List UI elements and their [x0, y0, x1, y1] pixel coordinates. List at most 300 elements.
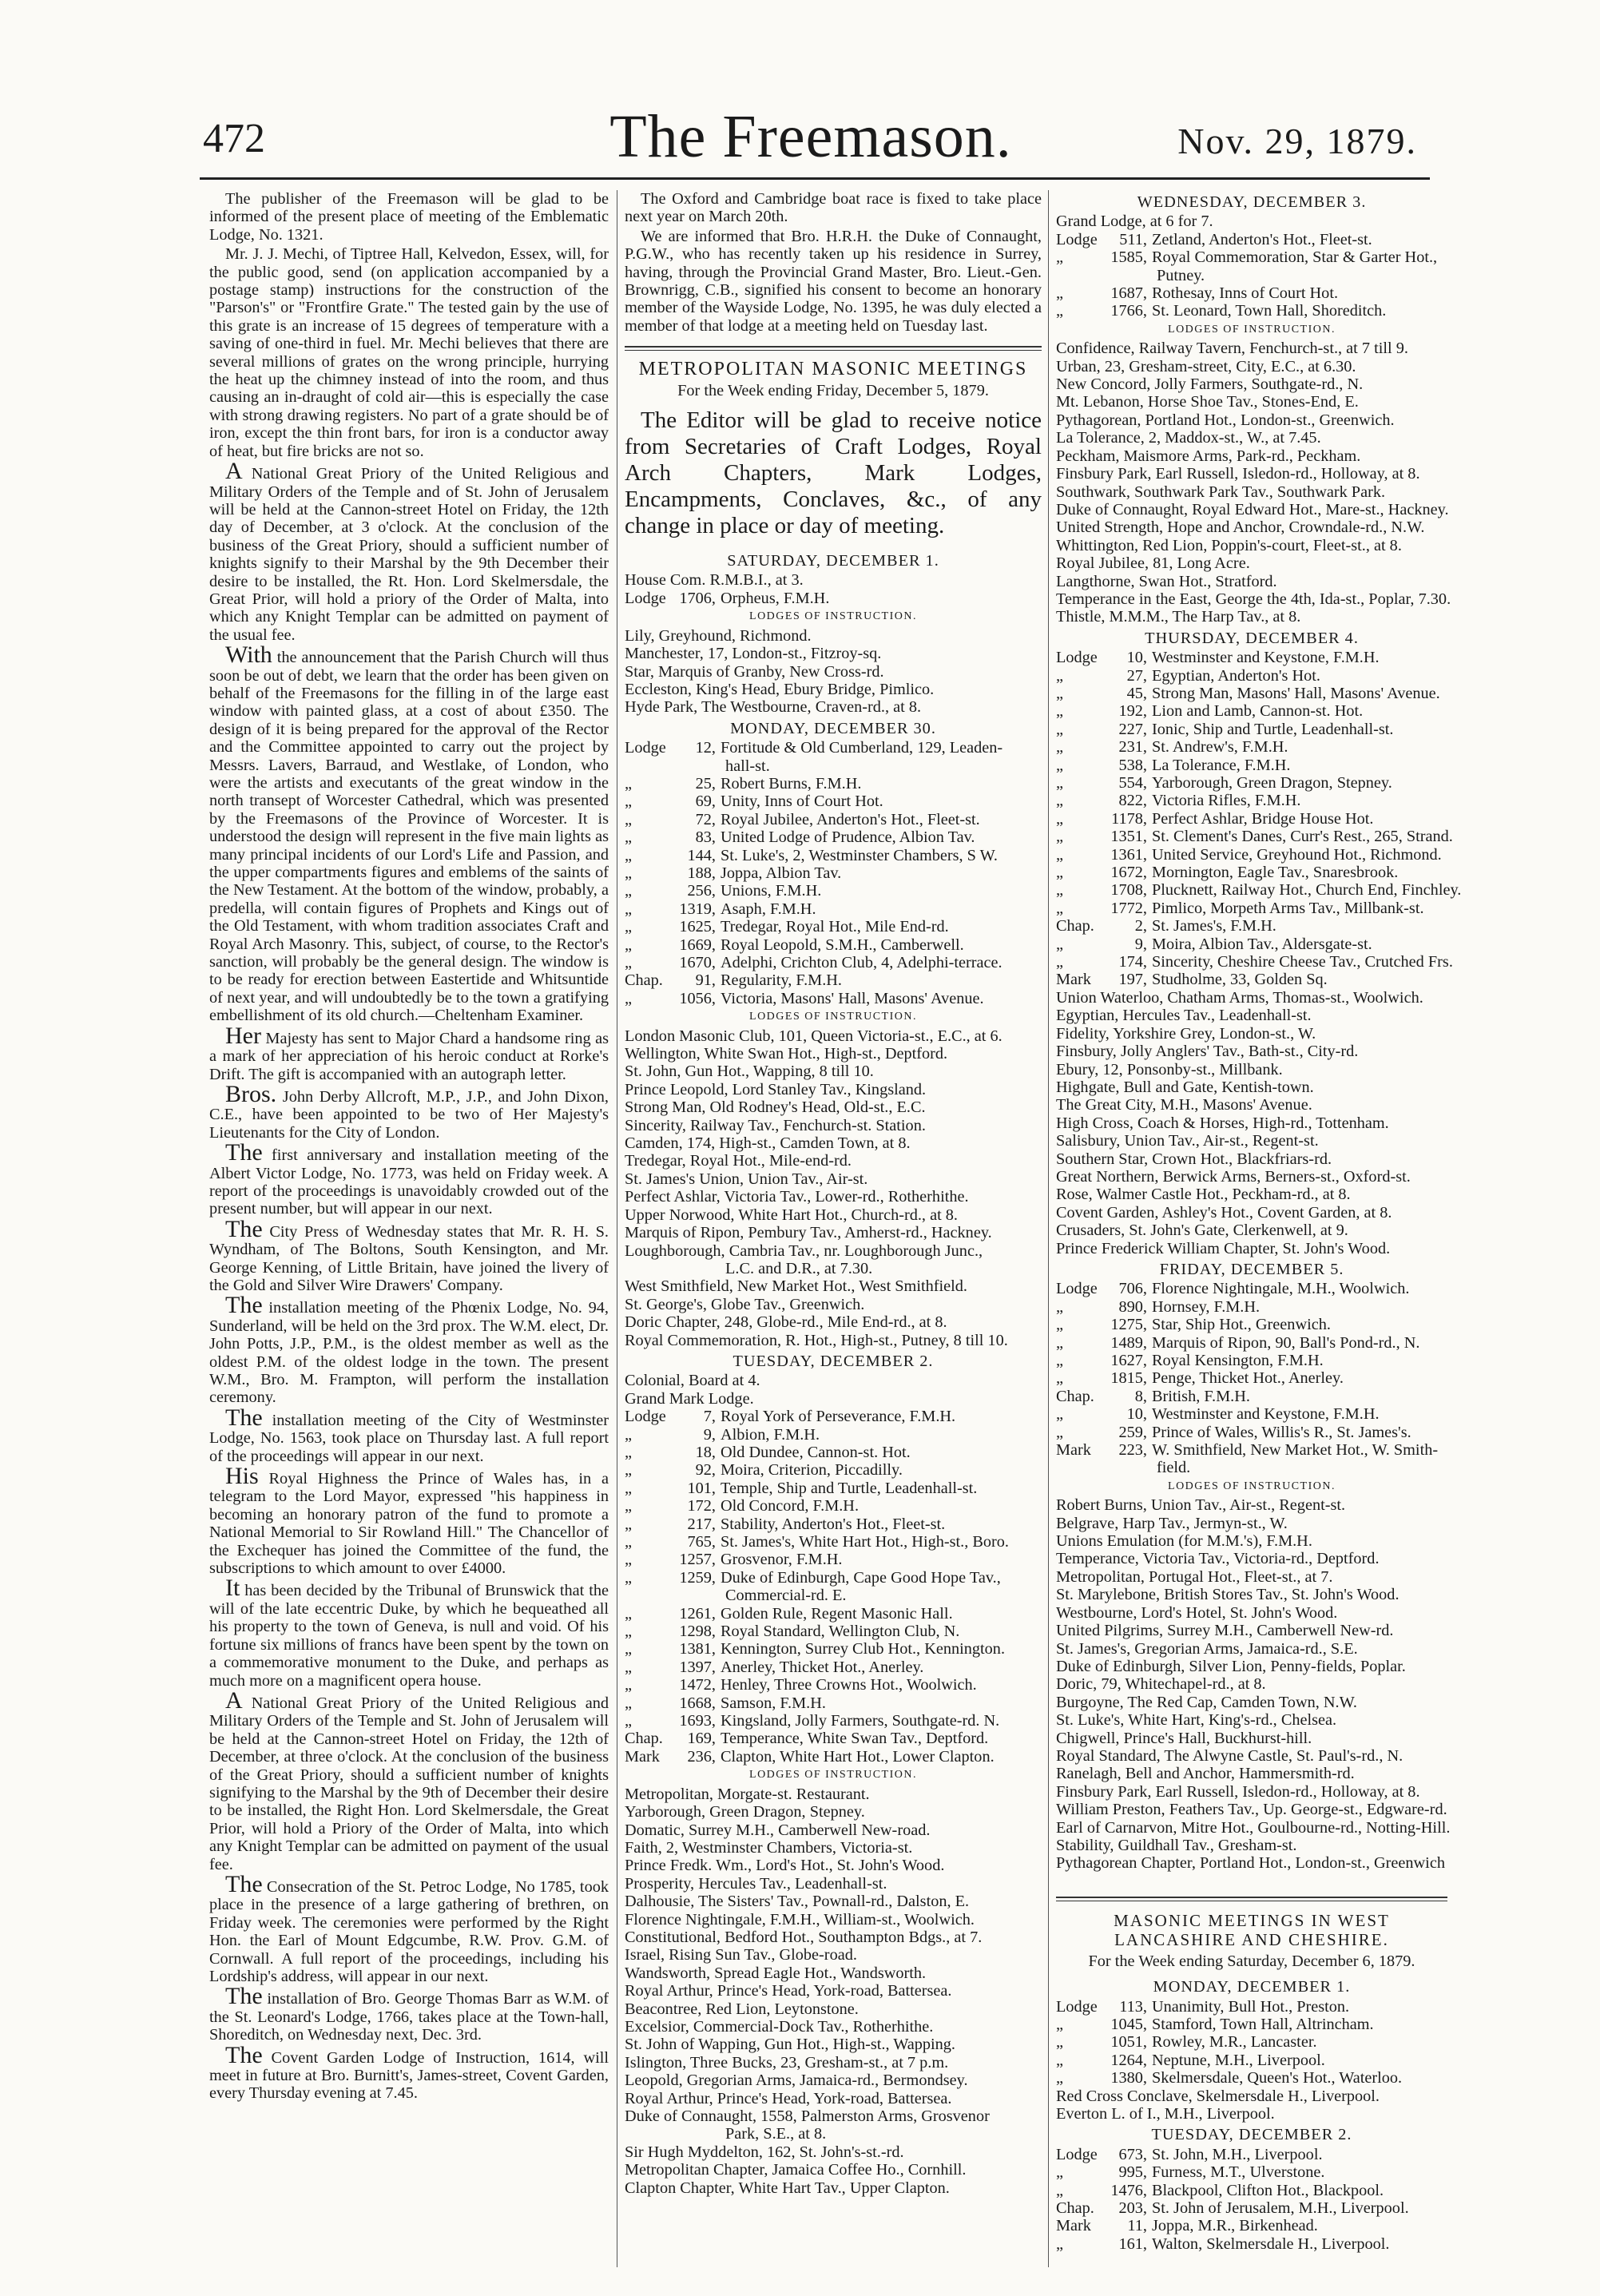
column-2-news — [625, 190, 1042, 335]
lodge-kind: „ — [625, 810, 633, 828]
lodge-entry — [625, 1748, 1042, 1766]
lodge-number: 169, — [687, 1730, 716, 1748]
lodge-details: Perfect Ashlar, Bridge House Hot. — [1152, 809, 1374, 828]
lodge-entry — [1056, 1424, 1447, 1441]
lodge-kind: Lodge — [1056, 649, 1098, 667]
lancs-subheading: For the Week ending Saturday, December 6, 1879. — [1088, 1952, 1415, 1970]
news-paragraph — [209, 1139, 609, 1218]
lodge-details: Westminster and Keystone, F.M.H. — [1152, 649, 1380, 667]
page-number: 472 — [203, 116, 265, 161]
lodge-entry — [1056, 2163, 1447, 2181]
meeting-entry: Stability, Guildhall Tav., Gresham-st. — [1056, 1836, 1297, 1854]
lodge-kind: „ — [625, 1533, 633, 1551]
lodge-entry — [625, 1497, 1042, 1515]
lodge-kind: „ — [1056, 684, 1064, 702]
lodge-kind: „ — [1056, 738, 1064, 757]
lodge-details: Moira, Criterion, Piccadilly. — [721, 1461, 903, 1480]
lodge-entry — [625, 864, 1042, 882]
lodge-details: Sincerity, Cheshire Cheese Tav., Crutched Frs. — [1152, 953, 1453, 971]
lodge-kind: „ — [625, 900, 633, 918]
meeting-entry: Metropolitan, Portugal Hot., Fleet-st., at 7. — [1056, 1567, 1333, 1586]
lodge-entry — [1056, 721, 1447, 738]
lodge-entry — [1056, 828, 1453, 846]
lodge-number: 995, — [1118, 2163, 1147, 2182]
meeting-entry: Prince Fredk. Wm., Lord's Hot., St. John's Wood. — [625, 1857, 945, 1875]
meeting-entry: Everton L. of I., M.H., Liverpool. — [1056, 2105, 1275, 2123]
lodge-number: 1766, — [1110, 302, 1147, 320]
meeting-entry: Florence Nightingale, F.M.H., William-st., Woolwich. — [625, 1910, 975, 1929]
lodge-number: 7, — [703, 1408, 716, 1426]
meeting-entry: Camden, 174, High-st., Camden Town, at 8. — [625, 1134, 911, 1153]
lodge-entry — [1056, 2199, 1447, 2217]
lodge-details: Studholme, 33, Golden Sq. — [1152, 971, 1328, 989]
meeting-entry-continued: Commercial-rd. E. — [725, 1587, 847, 1605]
lodge-number: 1257, — [679, 1551, 716, 1569]
paragraph-lead: The — [225, 1983, 263, 2010]
meeting-entry: Manchester, 17, London-st., Fitzroy-sq. — [625, 645, 882, 663]
lodge-details: Golden Rule, Regent Masonic Hall. — [721, 1604, 953, 1623]
lodge-number: 1381, — [679, 1640, 716, 1658]
issue-date: Nov. 29, 1879. — [1177, 121, 1417, 161]
day-heading: TUESDAY, DECEMBER 2. — [1151, 2126, 1352, 2144]
news-paragraph: We are informed that Bro. H.R.H. the Duke of Connaught, P.G.W., who has recently taken up his residence in Surrey, having, through the Provincial Grand Master, Bro. Lieut.-Gen. Brownrigg, C.B., signified his consent to become an honorary member of the Wayside Lodge, No. 1395, he was duly elected a member of that lodge at a meeting held on Tuesday last. — [625, 227, 1042, 335]
news-paragraph — [209, 1463, 609, 1578]
meeting-entry: West Smithfield, New Market Hot., West Smithfield. — [625, 1277, 967, 1296]
lodge-number: 1669, — [679, 935, 716, 954]
meeting-entry: Ranelagh, Bell and Anchor, Hammersmith-rd. — [1056, 1765, 1355, 1783]
lodge-entry — [625, 1623, 1042, 1640]
meeting-entry: Dalhousie, The Sisters' Tav., Pownall-rd., Dalston, E. — [625, 1893, 970, 1911]
lodge-details: La Tolerance, F.M.H. — [1152, 756, 1291, 774]
paragraph-text: National Great Priory of the United Religious and Military Orders of the Temple and St. John of Jerusalem will be held at the Cannon-street Hotel on Friday, the 12th of December, at three o'clock. At the conclusion of the business of the Great Priory, should a sufficient number of knights signifying to the Marshal by the 9th of December their desire to be installed, the Right Hon. Lord Skelmersdale, the Great Prior, will hold a Priory of the Order of Malta, into which any Knight Templar can be admitted on payment of the usual fee. — [209, 1694, 609, 1873]
lodge-kind: „ — [1056, 953, 1064, 971]
lodge-number: 12, — [695, 739, 716, 757]
meeting-entry: Grand Lodge, at 6 for 7. — [1056, 213, 1213, 231]
lodge-kind: „ — [1056, 2163, 1064, 2182]
meeting-entry: La Tolerance, 2, Maddox-st., W., at 7.45. — [1056, 429, 1321, 447]
lodge-number: 1056, — [679, 989, 716, 1007]
lodge-entry — [1056, 881, 1462, 900]
meeting-entry: Pythagorean Chapter, Portland Hot., London-st., Greenwich — [1056, 1854, 1445, 1873]
lodge-details: St. Leonard, Town Hall, Shoreditch. — [1152, 302, 1387, 320]
lodge-details: Zetland, Anderton's Hot., Fleet-st. — [1152, 230, 1372, 248]
paragraph-lead: The — [225, 2041, 263, 2068]
lodge-entry — [625, 882, 1042, 900]
lodge-details: Penge, Thicket Hot., Anerley. — [1152, 1369, 1344, 1388]
lodge-details: Albion, F.M.H. — [721, 1425, 820, 1444]
lodge-kind: „ — [625, 935, 633, 954]
lodge-number: 1380, — [1110, 2069, 1147, 2087]
lodge-entry — [1056, 1441, 1447, 1459]
lodge-details: Unity, Inns of Court Hot. — [721, 792, 883, 811]
lodge-entry — [625, 1461, 1042, 1479]
lodge-entry — [625, 900, 1042, 918]
lodge-number: 231, — [1118, 738, 1147, 757]
lodge-entry — [1056, 302, 1447, 320]
lodge-details: Old Dundee, Cannon-st. Hot. — [721, 1443, 911, 1461]
lodge-details: Walton, Skelmersdale H., Liverpool. — [1152, 2234, 1390, 2253]
lodge-entry — [1056, 685, 1447, 702]
metro-subheading: For the Week ending Friday, December 5, 1879. — [677, 381, 989, 399]
lodge-kind: „ — [625, 846, 633, 864]
lodge-number: 1625, — [679, 918, 716, 936]
lodge-details: Furness, M.T., Ulverstone. — [1152, 2163, 1325, 2182]
lodge-entry — [1056, 1316, 1447, 1333]
lodge-number: 161, — [1118, 2234, 1147, 2253]
lodge-details: Joppa, Albion Tav. — [721, 864, 842, 882]
lodge-details: Moira, Albion Tav., Aldersgate-st. — [1152, 935, 1372, 953]
meeting-entry: House Com. R.M.B.I., at 3. — [625, 571, 804, 590]
lodge-kind: „ — [1056, 828, 1064, 846]
lodge-entry — [1056, 2069, 1447, 2087]
lodge-entry — [625, 1515, 1042, 1533]
lodge-number: 554, — [1118, 774, 1147, 792]
lodge-number: 1351, — [1110, 828, 1147, 846]
day-heading: SATURDAY, DECEMBER 1. — [727, 552, 939, 570]
lodge-number: 83, — [695, 828, 716, 847]
lodge-number: 1261, — [679, 1604, 716, 1623]
meeting-entry: Prosperity, Hercules Tav., Leadenhall-st. — [625, 1874, 887, 1893]
lodge-details: St. James's, F.M.H. — [1152, 917, 1276, 935]
lodge-number: 1672, — [1110, 864, 1147, 882]
lodge-number: 45, — [1126, 684, 1147, 702]
lodge-kind: „ — [1056, 1297, 1064, 1316]
lodge-kind: „ — [625, 1604, 633, 1623]
meeting-entry: Royal Arthur, Prince's Head, York-road, Battersea. — [625, 2089, 952, 2107]
meeting-entry: Egyptian, Hercules Tav., Leadenhall-st. — [1056, 1007, 1312, 1025]
lodge-entry — [625, 954, 1042, 971]
meetings-list — [1056, 1978, 1447, 2253]
lodge-details: Yarborough, Green Dragon, Stepney. — [1152, 774, 1392, 792]
lodge-entry — [1056, 2182, 1447, 2199]
lodge-entry — [625, 1694, 1042, 1712]
news-paragraph — [209, 190, 609, 244]
meeting-entry: Highgate, Bull and Gate, Kentish-town. — [1056, 1078, 1314, 1096]
lodge-number: 1051, — [1110, 2033, 1147, 2052]
lodge-number: 25, — [695, 774, 716, 792]
paragraph-lead: It — [225, 1575, 240, 1602]
lodge-kind: „ — [625, 1676, 633, 1694]
lodge-kind: „ — [1056, 302, 1064, 320]
lodge-number: 511, — [1119, 230, 1147, 248]
lancs-heading: MASONIC MEETINGS IN WEST LANCASHIRE AND CHESHIRE. — [1114, 1910, 1390, 1949]
lodge-entry — [625, 1676, 1042, 1694]
lodge-details: St. Luke's, 2, Westminster Chambers, S W. — [721, 846, 998, 864]
meeting-entry: Southern Star, Crown Hot., Blackfriars-rd. — [1056, 1150, 1332, 1168]
meeting-entry: Finsbury Park, Earl Russell, Isledon-rd., Holloway, at 8. — [1056, 465, 1420, 483]
lodge-details: United Lodge of Prudence, Albion Tav. — [721, 828, 975, 847]
instruction-heading: LODGES OF INSTRUCTION. — [1168, 1480, 1336, 1492]
lodge-kind: „ — [1056, 1352, 1064, 1369]
news-paragraph — [209, 1575, 609, 1690]
lodge-kind: „ — [625, 989, 633, 1007]
lodge-entry — [1056, 2052, 1447, 2069]
lodge-details: Egyptian, Anderton's Hot. — [1152, 666, 1320, 685]
lodge-number: 18, — [695, 1443, 716, 1461]
lodge-entry — [625, 1408, 1042, 1425]
meeting-entry: Fidelity, Yorkshire Grey, London-st., W. — [1056, 1024, 1316, 1043]
lodge-number: 706, — [1118, 1280, 1147, 1298]
meeting-entry: William Preston, Feathers Tav., Up. George-st., Edgware-rd. — [1056, 1801, 1447, 1819]
meeting-entry: New Concord, Jolly Farmers, Southgate-rd., N. — [1056, 375, 1364, 394]
lodge-details: Royal Kensington, F.M.H. — [1152, 1352, 1324, 1369]
lodge-kind: Lodge — [625, 1408, 666, 1426]
lodge-number: 1361, — [1110, 845, 1147, 864]
meeting-entry: Prince Frederick William Chapter, St. John's Wood. — [1056, 1239, 1391, 1257]
meeting-entry: Covent Garden, Ashley's Hot., Covent Garden, at 8. — [1056, 1203, 1392, 1221]
section-rule — [625, 346, 1042, 351]
lodge-details: St. John of Jerusalem, M.H., Liverpool. — [1152, 2199, 1409, 2218]
lodge-kind: „ — [625, 1479, 633, 1497]
day-heading: FRIDAY, DECEMBER 5. — [1159, 1260, 1344, 1278]
lodge-details: Robert Burns, F.M.H. — [721, 774, 862, 792]
lodge-kind: „ — [1056, 2016, 1064, 2033]
lodge-kind: „ — [625, 828, 633, 847]
meeting-entry: Royal Jubilee, 81, Long Acre. — [1056, 554, 1250, 573]
meeting-entry: Wandsworth, Spread Eagle Hot., Wandsworth. — [625, 1964, 927, 1982]
meeting-entry: Duke of Connaught, 1558, Palmerston Arms, Grosvenor — [625, 2107, 990, 2125]
lodge-details: Grosvenor, F.M.H. — [721, 1551, 843, 1569]
meeting-entry: Whittington, Red Lion, Poppin's-court, Fleet-st., at 8. — [1056, 536, 1402, 554]
news-paragraph — [209, 1022, 609, 1083]
news-paragraph — [209, 1983, 609, 2044]
lodge-kind: „ — [1056, 2234, 1064, 2253]
lodge-entry — [625, 590, 1042, 607]
lodge-entry — [625, 1444, 1042, 1461]
paragraph-lead: The — [225, 1139, 263, 1166]
lodge-entry — [625, 990, 1042, 1007]
lodge-entry — [625, 1658, 1042, 1676]
lodge-details: Royal Jubilee, Anderton's Hot., Fleet-st. — [721, 810, 980, 828]
meeting-entry-continued: field. — [1157, 1459, 1191, 1477]
lodge-number: 172, — [687, 1497, 716, 1515]
meeting-entry: Confidence, Railway Tavern, Fenchurch-st., at 7 till 9. — [1056, 340, 1408, 358]
day-heading: MONDAY, DECEMBER 30. — [730, 719, 936, 737]
lodge-details: Unions, F.M.H. — [721, 882, 822, 900]
meetings-list — [625, 552, 1042, 2197]
lodge-details: Royal Commemoration, Star & Garter Hot., — [1152, 248, 1438, 267]
meeting-entry: Royal Commemoration, R. Hot., High-st., Putney, 8 till 10. — [625, 1331, 1008, 1349]
lodge-kind: „ — [625, 1623, 633, 1641]
lodge-number: 1627, — [1110, 1352, 1147, 1369]
meeting-entry: Sir Hugh Myddelton, 162, St. John's-st.-rd. — [625, 2143, 904, 2161]
lodge-entry — [1056, 2217, 1447, 2234]
lodge-entry — [625, 1480, 1042, 1497]
meeting-entry: Finsbury Park, Earl Russell, Isledon-rd., Holloway, at 8. — [1056, 1782, 1420, 1801]
lodge-number: 192, — [1118, 702, 1147, 721]
lodge-kind: Mark — [625, 1747, 660, 1766]
lodge-entry — [1056, 1280, 1447, 1297]
lodge-number: 10, — [1126, 649, 1147, 667]
paragraph-lead: A — [225, 1686, 243, 1714]
lodge-number: 1708, — [1110, 881, 1147, 900]
lodge-number: 1815, — [1110, 1369, 1147, 1388]
lodge-entry — [625, 1640, 1042, 1658]
meeting-entry: Pythagorean, Portland Hot., London-st., Greenwich. — [1056, 411, 1395, 429]
lodge-kind: „ — [1056, 284, 1064, 303]
lodge-kind: Mark — [1056, 1441, 1091, 1460]
meeting-entry: Doric Chapter, 248, Globe-rd., Mile End-rd., at 8. — [625, 1313, 947, 1332]
lodge-number: 890, — [1118, 1297, 1147, 1316]
lodge-kind: Chap. — [1056, 2199, 1094, 2218]
lodge-number: 765, — [687, 1533, 716, 1551]
column-2 — [625, 190, 1042, 2216]
lodge-details: Strong Man, Masons' Hall, Masons' Avenue. — [1152, 684, 1440, 702]
lodge-entry — [625, 1533, 1042, 1551]
lodge-entry — [1056, 917, 1447, 935]
meeting-entry: Westbourne, Lord's Hotel, St. John's Wood. — [1056, 1603, 1338, 1622]
paragraph-text: first anniversary and installation meeting of the Albert Victor Lodge, No. 1773, was held on Friday week. A report of the proceedings is unavoidably crowded out of the present number, but will appear in our next. — [209, 1146, 609, 1218]
lodge-kind: „ — [1056, 1405, 1064, 1424]
paragraph-lead: The — [225, 1870, 263, 1897]
lodge-number: 1706, — [679, 589, 716, 607]
lodge-details: Stability, Anderton's Hot., Fleet-st. — [721, 1515, 946, 1533]
meeting-entry: Perfect Ashlar, Victoria Tav., Lower-rd., Rotherhithe. — [625, 1188, 969, 1206]
lodge-entry — [625, 1551, 1042, 1568]
editor-notice: The Editor will be glad to receive notice from Secretaries of Craft Lodges, Royal Arch Chapters, Mark Lodges, Encampments, Conclaves, &c., of any change in place or day of meeting. — [625, 407, 1042, 539]
lodge-details: Asaph, F.M.H. — [721, 900, 816, 918]
meeting-entry: Wellington, White Swan Hot., High-st., Deptford. — [625, 1045, 948, 1063]
meeting-entry: Thistle, M.M.M., The Harp Tav., at 8. — [1056, 608, 1301, 626]
lodge-details: Westminster and Keystone, F.M.H. — [1152, 1405, 1380, 1424]
lodge-details: Ionic, Ship and Turtle, Leadenhall-st. — [1152, 720, 1394, 738]
lodge-details: Marquis of Ripon, 90, Ball's Pond-rd., N. — [1152, 1333, 1420, 1352]
lodge-kind: „ — [1056, 881, 1064, 900]
lodge-kind: „ — [625, 918, 633, 936]
lodge-kind: Lodge — [625, 739, 666, 757]
paragraph-text: Consecration of the St. Petroc Lodge, No 1785, took place in the presence of a large gathering of brethren, on Friday week. The ceremonies were performed by the Right Hon. the Earl of Mount Edgcumbe, R.W. Prov. G.M. of Cornwall. A full report of the proceedings, including his Lordship's address, will appear in our next. — [209, 1877, 609, 1985]
meeting-entry: Strong Man, Old Rodney's Head, Old-st., E.C. — [625, 1098, 926, 1117]
paragraph-text: installation meeting of the Phœnix Lodge, No. 94, Sunderland, will be held on the 3rd prox. The W.M. elect, Dr. John Potts, J.P., P.M., is the oldest member as well as the oldest P.M. of the oldest lodge in the town. The present W.M., Bro. M. Frampton, will perform the installation ceremony. — [209, 1299, 609, 1407]
meeting-entry: Great Northern, Berwick Arms, Berners-st., Oxford-st. — [1056, 1167, 1411, 1186]
lodge-entry — [1056, 1405, 1447, 1423]
meeting-entry: Domatic, Surrey M.H., Camberwell New-road. — [625, 1821, 931, 1839]
lodge-kind: Lodge — [1056, 1280, 1098, 1298]
meeting-entry: Tredegar, Royal Hot., Mile-end-rd. — [625, 1152, 852, 1170]
lodge-kind: „ — [625, 864, 633, 882]
day-heading: THURSDAY, DECEMBER 4. — [1145, 629, 1359, 647]
lodge-entry — [1056, 1998, 1447, 2016]
meeting-entry: High Cross, Coach & Horses, High-rd., Tottenham. — [1056, 1114, 1389, 1132]
meeting-entry: St. Luke's, White Hart, King's-rd., Chelsea. — [1056, 1711, 1337, 1730]
lodge-kind: „ — [625, 1443, 633, 1461]
meeting-entry: Hyde Park, The Westbourne, Craven-rd., at 8. — [625, 698, 922, 717]
lodge-kind: „ — [1056, 2181, 1064, 2199]
lodge-number: 27, — [1126, 666, 1147, 685]
lodge-number: 236, — [687, 1747, 716, 1766]
meeting-entry: Peckham, Maismore Arms, Park-rd., Peckham. — [1056, 447, 1361, 465]
lodge-details: Orpheus, F.M.H. — [721, 589, 830, 607]
lodge-number: 69, — [695, 792, 716, 811]
lodge-kind: Lodge — [1056, 2145, 1098, 2163]
meeting-entry-continued: hall-st. — [725, 757, 770, 775]
meeting-entry: Burgoyne, The Red Cap, Camden Town, N.W. — [1056, 1693, 1357, 1711]
lodge-number: 1275, — [1110, 1316, 1147, 1334]
news-paragraph — [209, 1870, 609, 1985]
lodge-kind: Lodge — [1056, 1997, 1098, 2016]
lodge-entry — [1056, 1298, 1447, 1316]
lodge-number: 144, — [687, 846, 716, 864]
lodge-details: Old Concord, F.M.H. — [721, 1497, 860, 1515]
lodge-details: Duke of Edinburgh, Cape Good Hope Tav., — [721, 1568, 1001, 1587]
lodge-kind: „ — [1056, 1333, 1064, 1352]
meeting-entry: Robert Burns, Union Tav., Air-st., Regent-st. — [1056, 1496, 1346, 1515]
lodge-number: 188, — [687, 864, 716, 882]
meeting-entry: Red Cross Conclave, Skelmersdale H., Liverpool. — [1056, 2087, 1380, 2105]
lodge-details: Rothesay, Inns of Court Hot. — [1152, 284, 1339, 303]
paragraph-lead: The — [225, 1404, 263, 1431]
meeting-entry: Temperance, Victoria Tav., Victoria-rd., Deptford. — [1056, 1550, 1380, 1568]
instruction-heading: LODGES OF INSTRUCTION. — [1168, 323, 1336, 336]
meeting-entry: Crusaders, St. John's Gate, Clerkenwell, at 9. — [1056, 1221, 1348, 1240]
lodge-kind: „ — [1056, 1369, 1064, 1388]
lodge-kind: „ — [625, 1694, 633, 1712]
meeting-entry: Israel, Rising Sun Tav., Globe-road. — [625, 1946, 857, 1964]
news-paragraph — [209, 1404, 609, 1465]
lodge-kind: „ — [1056, 756, 1064, 774]
lodge-number: 92, — [695, 1461, 716, 1480]
lodge-kind: „ — [1056, 702, 1064, 721]
lodge-number: 10, — [1126, 1405, 1147, 1424]
lodge-kind: „ — [625, 1461, 633, 1480]
column-3 — [1056, 190, 1462, 2253]
lodge-details: Kingsland, Jolly Farmers, Southgate-rd. N. — [721, 1712, 1000, 1730]
lodge-number: 1178, — [1111, 809, 1147, 828]
lodge-number: 1585, — [1110, 248, 1147, 267]
lodge-entry — [1056, 792, 1447, 809]
meeting-entry: St. John of Wapping, Gun Hot., High-st., Wapping. — [625, 2036, 956, 2054]
meeting-entry: Finsbury, Jolly Anglers' Tav., Bath-st., City-rd. — [1056, 1043, 1359, 1061]
paragraph-text: Royal Highness the Prince of Wales has, in a telegram to the Lord Mayor, expressed "his happiness in becoming an honorary patron of the fund to promote a National Memorial to Sir Rowland Hill." The Chancellor of the Exchequer has joined the Committee of the fund, the subscriptions to which amount to over £4000. — [209, 1470, 609, 1578]
lodge-number: 1264, — [1110, 2051, 1147, 2069]
meeting-entry: St. George's, Globe Tav., Greenwich. — [625, 1295, 865, 1313]
lodge-number: 11, — [1127, 2217, 1147, 2235]
lodge-entry — [1056, 248, 1447, 266]
meeting-entry: Marquis of Ripon, Pembury Tav., Amherst-rd., Hackney. — [625, 1224, 992, 1242]
lodge-number: 822, — [1118, 792, 1147, 810]
lodge-details: Florence Nightingale, M.H., Woolwich. — [1152, 1280, 1410, 1298]
meeting-entry: Rose, Walmer Castle Hot., Peckham-rd., at 8. — [1056, 1186, 1351, 1204]
lodge-kind: „ — [625, 1658, 633, 1676]
lodge-number: 223, — [1118, 1441, 1147, 1460]
meeting-entry: Earl of Carnarvon, Mitre Hot., Goulbourne-rd., Notting-Hill. — [1056, 1818, 1451, 1837]
lodge-kind: „ — [625, 1551, 633, 1569]
lodge-details: Adelphi, Crichton Club, 4, Adelphi-terrace. — [721, 954, 1002, 971]
lodge-kind: Mark — [1056, 2217, 1091, 2235]
masthead — [189, 102, 1433, 173]
lodge-details: Tredegar, Royal Hot., Mile End-rd. — [721, 918, 949, 936]
lodge-kind: „ — [625, 1640, 633, 1658]
column-1-news — [209, 190, 609, 2216]
masthead-rule — [200, 177, 1430, 180]
lodge-entry — [625, 1712, 1042, 1730]
paragraph-text: City Press of Wednesday states that Mr. R. H. S. Wyndham, of The Boltons, South Kensington, and Mr. George Kenning, of Little Britain, have joined the livery of the Gold and Silver Wire Drawers' Company. — [209, 1222, 609, 1294]
instruction-heading: LODGES OF INSTRUCTION. — [749, 1769, 917, 1782]
news-paragraph — [209, 1215, 609, 1295]
lodge-number: 197, — [1118, 971, 1147, 989]
news-paragraph — [209, 458, 609, 644]
lodge-details: St. John, M.H., Liverpool. — [1152, 2145, 1323, 2163]
lodge-entry — [625, 971, 1042, 989]
day-heading: WEDNESDAY, DECEMBER 3. — [1137, 193, 1367, 211]
lodge-kind: „ — [1056, 666, 1064, 685]
lodge-details: St. Andrew's, F.M.H. — [1152, 738, 1288, 757]
meeting-entry-continued: Park, S.E., at 8. — [725, 2125, 827, 2143]
meeting-entry: Islington, Three Bucks, 23, Gresham-st., at 7 p.m. — [625, 2053, 949, 2072]
lodge-entry — [1056, 2235, 1447, 2253]
lodge-kind: „ — [1056, 2069, 1064, 2087]
lodge-details: Victoria Rifles, F.M.H. — [1152, 792, 1301, 810]
